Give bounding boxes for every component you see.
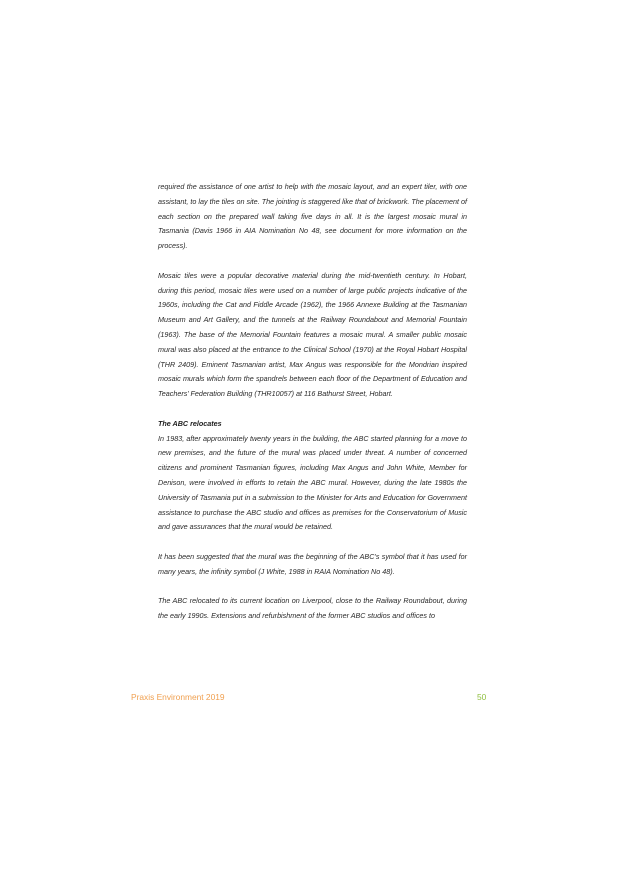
- body-paragraph-1: required the assistance of one artist to help with the mosaic layout, and an expert tiler, with one assistant, to lay the tiles on site. The jointing is staggered like that of brickwork. The placement of each section on the prepared wall taking five days in all. It is the largest mosaic mural in Tasmania (Davis 1966 in AIA Nomination No 48, see document for more information on the process).: [158, 182, 467, 251]
- body-content: [158, 180, 467, 639]
- body-paragraph-4: It has been suggested that the mural was the beginning of the ABC’s symbol that it has used for many years, the infinity symbol (J White, 1988 in RAIA Nomination No 48).: [158, 551, 467, 576]
- footer-company-name: Praxis Environment 2019: [131, 692, 225, 702]
- body-paragraph-5: The ABC relocated to its current location on Liverpool, close to the Railway Roundabout, during the early 1990s. Extensions and refurbishment of the former ABC studios and offices to: [158, 596, 467, 621]
- footer-page-number: 50: [477, 692, 487, 702]
- body-paragraph-2: Mosaic tiles were a popular decorative material during the mid-twentieth century. In Hobart, during this period, mosaic tiles were used on a number of large public projects indicative of the 1960s, including the Cat and Fiddle Arcade (1962), the 1966 Annexe Building at the Tasmanian Museum and Art Gallery, and the tunnels at the Railway Roundabout and Memorial Fountain (1963). The base of the Memorial Fountain features a mosaic mural. A smaller public mosaic mural was also placed at the entrance to the Clinical School (1970) at the Royal Hobart Hospital (THR 2409). Eminent Tasmanian artist, Max Angus was responsible for the Mondrian inspired mosaic murals which form the spandrels between each floor of the Department of Education and Teachers’ Federation Building (THR10057) at 116 Bathurst Street, Hobart.: [158, 270, 467, 399]
- section-heading: The ABC relocates: [158, 418, 222, 428]
- body-paragraph-3: In 1983, after approximately twenty years in the building, the ABC started planning for a move to new premises, and the future of the mural was placed under threat. A number of concerned citizens and prominent Tasmanian figures, including Max Angus and John White, Member for Denison, were involved in efforts to retain the ABC mural. However, during the late 1980s the University of Tasmania put in a submission to the Minister for Arts and Education for Government assistance to purchase the ABC studio and offices as premises for the Conservatorium of Music and gave assurances that the mural would be retained.: [158, 433, 467, 532]
